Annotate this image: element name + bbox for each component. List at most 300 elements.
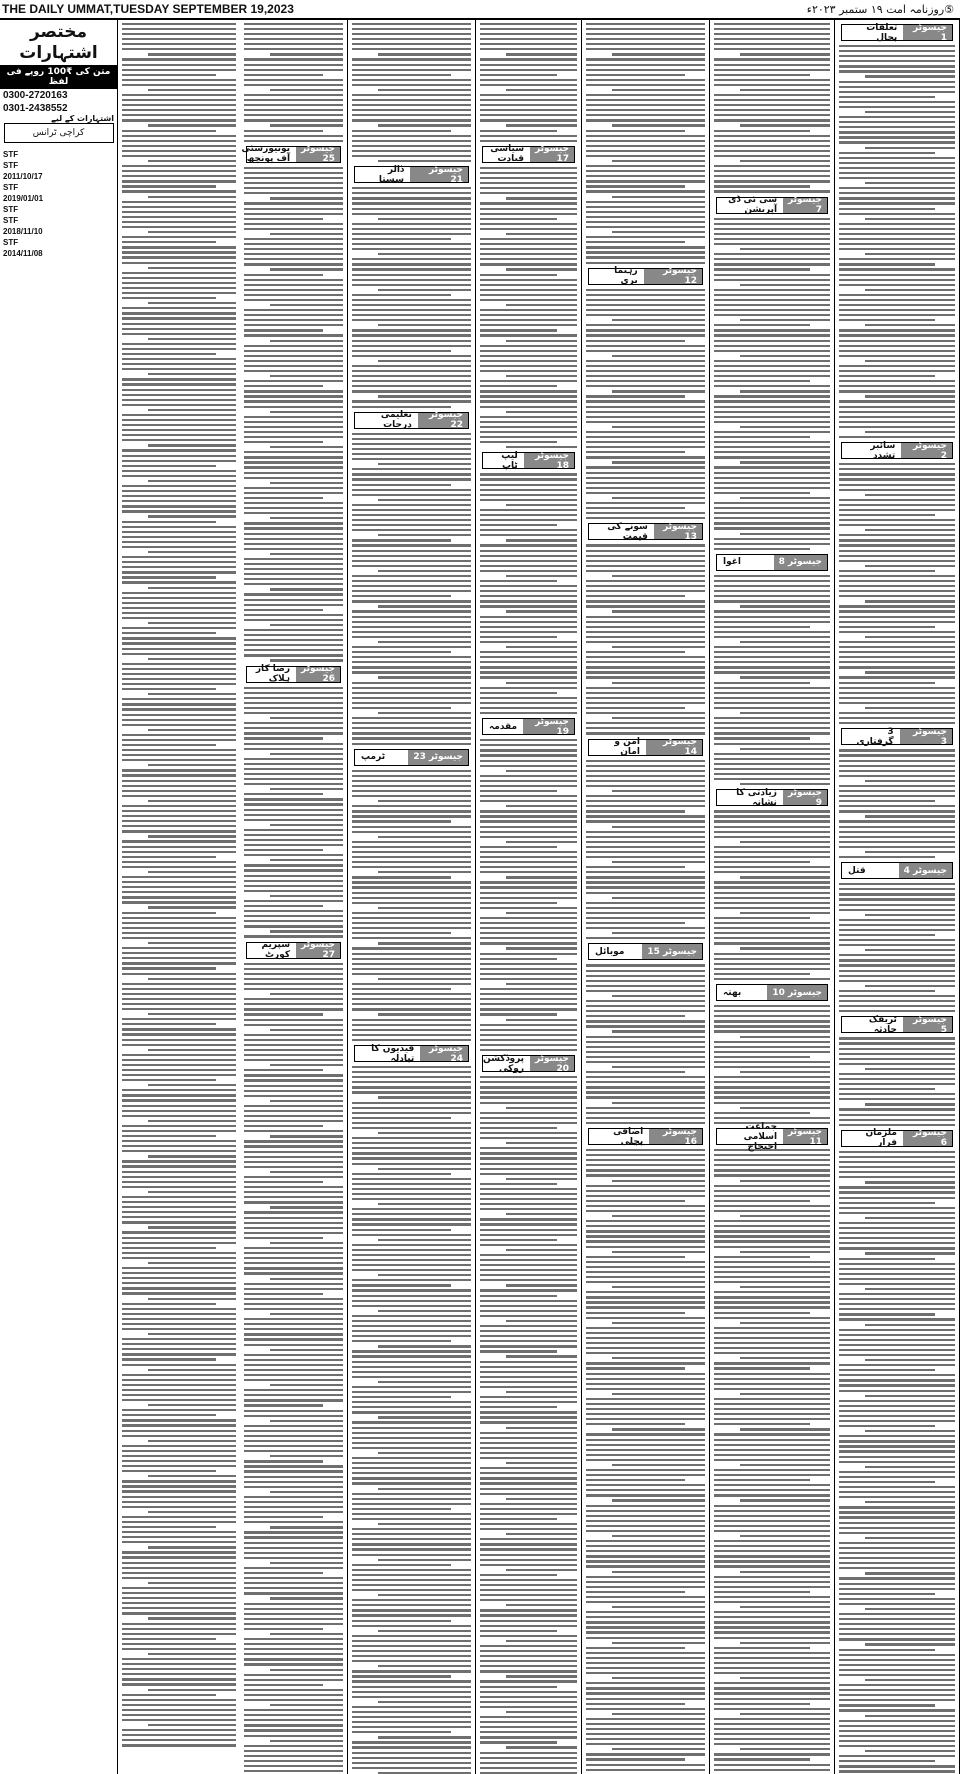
article-title: سیاسی قیادت [490, 144, 525, 165]
text-line [480, 1594, 577, 1596]
text-line [839, 1654, 955, 1656]
text-line [586, 985, 705, 987]
text-line [270, 1669, 343, 1671]
text-line [480, 1630, 557, 1632]
text-line [714, 1459, 830, 1461]
text-line [352, 892, 471, 894]
text-line [352, 509, 471, 511]
text-line [839, 550, 955, 552]
text-line [714, 1758, 810, 1760]
article-header [246, 942, 341, 959]
text-line [122, 653, 236, 655]
text-line [506, 233, 577, 235]
text-line [714, 661, 830, 663]
text-line [839, 1400, 955, 1402]
text-line [352, 610, 471, 612]
text-line [122, 1587, 236, 1589]
text-line [244, 1592, 343, 1594]
text-line [270, 1064, 343, 1066]
text-line [839, 1048, 955, 1050]
text-line [352, 1554, 471, 1556]
text-line [865, 431, 955, 433]
text-line [586, 600, 705, 602]
text-line [839, 893, 955, 895]
text-line [586, 1169, 705, 1171]
text-line [352, 1609, 471, 1611]
text-line [586, 1647, 685, 1649]
text-line [714, 1271, 830, 1273]
text-line [122, 1364, 236, 1366]
text-line [122, 216, 236, 218]
text-line [244, 1323, 343, 1325]
text-line [244, 935, 343, 937]
text-line [865, 949, 955, 951]
text-line [480, 871, 577, 873]
text-line [839, 610, 955, 612]
article-number: جیسوٹر 11 [783, 1129, 827, 1144]
text-line [352, 1579, 471, 1581]
article-column-1 [835, 20, 960, 1774]
text-line [122, 1105, 236, 1107]
text-line [586, 84, 705, 86]
text-line [352, 478, 471, 480]
text-line [270, 624, 343, 626]
text-line [714, 1312, 810, 1314]
text-line [244, 385, 323, 387]
text-line [586, 1652, 705, 1654]
text-line [714, 1540, 830, 1542]
text-line [122, 1176, 236, 1178]
text-line [244, 1034, 343, 1036]
text-line [122, 901, 236, 903]
text-line [612, 1748, 705, 1750]
text-line [586, 1408, 705, 1410]
text-line [586, 1718, 705, 1720]
text-line [839, 1735, 955, 1737]
text-line [612, 1286, 705, 1288]
text-line [244, 1110, 343, 1112]
text-line [740, 533, 830, 535]
text-line [148, 338, 236, 340]
text-line [586, 1164, 705, 1166]
text-line [378, 871, 471, 873]
text-line [122, 1328, 236, 1330]
text-line [122, 114, 236, 116]
text-line [480, 1137, 577, 1139]
text-line [352, 1107, 471, 1109]
text-line [480, 1193, 577, 1195]
text-line [352, 1625, 471, 1627]
text-line [270, 717, 343, 719]
text-line [586, 130, 685, 132]
text-line [839, 60, 955, 62]
text-line [586, 1190, 705, 1192]
text-line [714, 1266, 830, 1268]
text-line [352, 1655, 471, 1657]
text-line [352, 385, 471, 387]
text-line [839, 585, 955, 587]
text-line [865, 636, 955, 638]
text-line [714, 431, 830, 433]
text-line [270, 895, 343, 897]
text-line [244, 355, 343, 357]
text-line [480, 560, 577, 562]
text-line [714, 861, 810, 863]
text-line [122, 1389, 236, 1391]
text-line [865, 851, 955, 853]
text-line [839, 924, 955, 926]
text-line [714, 289, 830, 291]
text-line [586, 28, 705, 30]
text-line [586, 1276, 705, 1278]
text-line [270, 1420, 343, 1422]
text-line [148, 409, 236, 411]
text-line [352, 727, 471, 729]
text-line [714, 707, 830, 709]
article-header [482, 452, 575, 469]
text-line [122, 394, 236, 396]
text-line [714, 646, 830, 648]
text-line [244, 973, 343, 975]
text-line [378, 1345, 471, 1347]
text-line [244, 1608, 343, 1610]
text-line [352, 79, 471, 81]
text-line [122, 891, 236, 893]
text-line [586, 517, 705, 519]
text-line [586, 641, 705, 643]
text-line [714, 892, 830, 894]
text-line [122, 226, 236, 228]
text-line [244, 507, 343, 509]
text-line [122, 94, 236, 96]
text-line [714, 953, 830, 955]
text-line [122, 28, 236, 30]
text-line [839, 702, 955, 704]
text-line [122, 840, 236, 842]
text-line [352, 1386, 471, 1388]
text-line [839, 426, 955, 428]
text-line [244, 1201, 343, 1203]
text-line [244, 426, 343, 428]
text-line [352, 1008, 471, 1010]
text-line [122, 1572, 236, 1574]
text-line [352, 1137, 471, 1139]
text-line [480, 585, 577, 587]
text-line [586, 636, 705, 638]
text-line [122, 1089, 236, 1091]
article-header [246, 666, 341, 683]
text-line [586, 1723, 705, 1725]
text-line [839, 370, 955, 372]
text-line [352, 1371, 471, 1373]
text-line [839, 263, 935, 265]
text-line [352, 213, 471, 215]
text-line [586, 246, 705, 248]
text-line [714, 621, 830, 623]
article-column-4 [476, 20, 582, 1774]
text-line [244, 1694, 343, 1696]
text-line [480, 836, 577, 838]
text-line [586, 616, 705, 618]
text-line [740, 841, 830, 843]
text-line [714, 1576, 830, 1578]
text-line [244, 910, 343, 912]
text-line [586, 241, 685, 243]
text-line [352, 805, 471, 807]
text-line [586, 1076, 705, 1078]
text-line [244, 1613, 343, 1615]
text-line [839, 55, 955, 57]
text-line [122, 1628, 236, 1630]
text-line [352, 263, 471, 265]
text-line [352, 519, 471, 521]
text-line [839, 101, 955, 103]
text-line [714, 329, 830, 331]
text-line [244, 583, 343, 585]
text-line [480, 489, 577, 491]
text-line [586, 1086, 705, 1088]
text-line [148, 764, 236, 766]
text-line [480, 820, 577, 822]
text-line [839, 770, 955, 772]
text-line [480, 636, 557, 638]
text-line [122, 358, 236, 360]
ad-stf-marker: STF [3, 150, 19, 159]
text-line [865, 1068, 955, 1070]
text-line [244, 839, 343, 841]
text-line [839, 1283, 955, 1285]
text-line [480, 1102, 577, 1104]
text-line [148, 1440, 236, 1442]
text-line [244, 1750, 343, 1752]
text-line [480, 656, 577, 658]
text-line [839, 365, 955, 367]
text-line [480, 114, 577, 116]
text-line [270, 197, 343, 199]
text-line [586, 145, 705, 147]
text-line [352, 621, 471, 623]
text-line [148, 1617, 236, 1619]
text-line [352, 590, 471, 592]
text-line [480, 1518, 557, 1520]
text-line [480, 550, 577, 552]
text-line [506, 1019, 577, 1021]
text-line [865, 1288, 955, 1290]
text-line [480, 1543, 577, 1545]
text-line [352, 448, 471, 450]
text-line [244, 487, 343, 489]
text-line [714, 1046, 830, 1048]
article-title: ٹریفک حادثہ [868, 1014, 897, 1035]
text-line [352, 529, 471, 531]
text-line [244, 395, 343, 397]
text-line [480, 167, 577, 169]
text-line [586, 1020, 705, 1022]
text-line [839, 499, 955, 501]
text-line [740, 1357, 830, 1359]
article-number: جیسوٹر 19 [523, 719, 574, 734]
text-line [612, 390, 705, 392]
text-line [480, 1706, 577, 1708]
text-line [122, 566, 236, 568]
text-line [586, 466, 705, 468]
text-line [714, 831, 830, 833]
text-line [480, 1559, 577, 1561]
text-line [122, 439, 236, 441]
text-line [586, 1195, 705, 1197]
text-line [244, 1623, 343, 1625]
text-line [865, 147, 955, 149]
text-line [244, 1024, 343, 1026]
text-line [714, 1489, 830, 1491]
text-line [839, 1730, 955, 1732]
text-line [244, 167, 343, 169]
text-line [839, 775, 955, 777]
text-line [714, 768, 830, 770]
text-line [714, 942, 830, 944]
text-line [586, 365, 705, 367]
text-line [839, 1542, 955, 1544]
text-line [352, 770, 471, 772]
text-line [244, 1262, 343, 1264]
text-line [244, 258, 343, 260]
text-line [865, 985, 955, 987]
text-line [714, 1530, 830, 1532]
text-line [714, 810, 830, 812]
text-line [839, 1037, 955, 1039]
text-line [122, 1313, 236, 1315]
text-line [740, 1036, 830, 1038]
text-line [586, 605, 705, 607]
text-line [122, 333, 236, 335]
text-line [270, 1029, 343, 1031]
text-line [839, 1237, 955, 1239]
text-line [714, 487, 830, 489]
text-line [586, 329, 705, 331]
text-line [506, 1711, 577, 1713]
text-line [480, 380, 577, 382]
text-line [740, 1642, 830, 1644]
text-line [714, 1494, 830, 1496]
text-line [839, 975, 955, 977]
ad-date: 2014/11/08 [3, 249, 43, 258]
text-line [612, 1102, 705, 1104]
text-line [270, 517, 343, 519]
text-line [506, 197, 577, 199]
text-line [740, 1107, 830, 1109]
article-title: رہنما بری [614, 266, 638, 287]
text-line [839, 141, 955, 143]
text-line [122, 526, 236, 528]
text-line [244, 737, 323, 739]
text-line [352, 329, 471, 331]
text-line [839, 350, 955, 352]
text-line [839, 519, 955, 521]
text-line [352, 1746, 471, 1748]
text-line [586, 1296, 705, 1298]
text-line [506, 1533, 577, 1535]
text-line [714, 1317, 830, 1319]
text-line [480, 671, 577, 673]
text-line [244, 248, 343, 250]
text-line [122, 119, 236, 121]
text-line [480, 1401, 577, 1403]
text-line [352, 243, 471, 245]
text-line [122, 749, 236, 751]
text-line [480, 202, 577, 204]
text-line [378, 1416, 471, 1418]
text-line [480, 1396, 577, 1398]
text-line [714, 517, 830, 519]
article-column-3 [582, 20, 710, 1774]
text-line [244, 99, 343, 101]
text-line [244, 130, 323, 132]
article-number: جیسوٹر 6 [903, 1131, 952, 1146]
text-line [839, 898, 955, 900]
text-line [839, 116, 955, 118]
text-line [480, 1198, 577, 1200]
text-line [714, 1076, 830, 1078]
text-line [244, 109, 343, 111]
text-line [586, 656, 705, 658]
text-line [612, 1393, 705, 1395]
text-line [244, 1465, 343, 1467]
text-line [740, 461, 830, 463]
text-line [839, 177, 955, 179]
text-line [270, 859, 343, 861]
text-line [480, 626, 577, 628]
text-line [480, 1762, 577, 1764]
text-line [480, 1371, 577, 1373]
article-title: ٹرمپ [361, 752, 386, 763]
text-line [122, 190, 236, 192]
text-line [839, 1440, 955, 1442]
text-line [714, 778, 830, 780]
text-line [378, 1630, 471, 1632]
text-line [270, 340, 343, 342]
text-line [714, 897, 830, 899]
text-line [122, 165, 236, 167]
text-line [839, 1222, 955, 1224]
text-line [714, 1723, 830, 1725]
text-line [714, 238, 830, 240]
text-line [612, 89, 705, 91]
text-line [480, 294, 577, 296]
text-line [244, 1394, 343, 1396]
text-line [148, 1369, 236, 1371]
text-line [586, 1117, 705, 1119]
text-line [865, 289, 955, 291]
text-line [244, 1476, 343, 1478]
text-line [244, 619, 343, 621]
article-header [588, 268, 703, 285]
text-line [480, 23, 577, 25]
text-line [740, 284, 830, 286]
text-line [122, 1607, 236, 1609]
text-line [714, 1362, 830, 1364]
text-line [714, 345, 830, 347]
text-line [714, 1112, 810, 1114]
text-line [480, 707, 577, 709]
text-line [740, 1071, 830, 1073]
text-line [244, 1283, 343, 1285]
text-line [244, 1303, 343, 1305]
text-line [352, 555, 471, 557]
article-number: جیسوٹر 5 [903, 1017, 952, 1032]
text-line [480, 1645, 577, 1647]
text-line [506, 53, 577, 55]
text-line [122, 825, 236, 827]
